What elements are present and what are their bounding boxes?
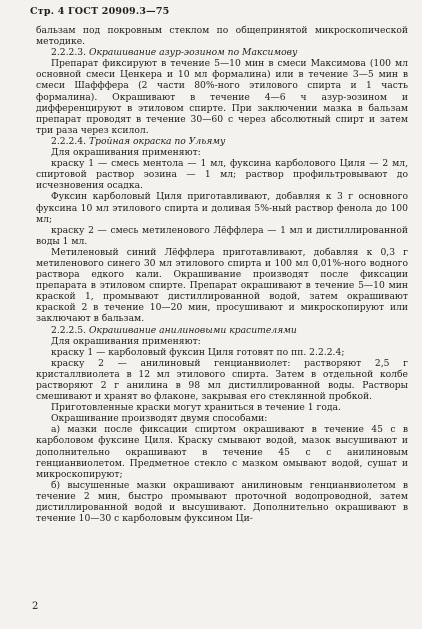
paragraph: краску 2 — анилиновый генцианвиолет: растворяют 2,5 г кристаллвиолета в 12 мл этилового спирта. Затем в отдельной колбе растворяют 2 г анилина в 98 мл дистиллированной воды. Растворы смешивают и хранят во флаконе, закрывая его стеклянной пробкой. — [36, 357, 408, 403]
section-heading: 2.2.2.5. Окрашивание анилиновыми красителями — [51, 324, 297, 336]
paragraph: б) высушенные мазки окрашивают анилиновым генцианвиолетом в течение 2 мин, быстро промывают проточной водопроводной, затем дистиллированной водой и высушивают. Дополнительно окрашивают в течение 10—30 с карболовым фуксином Ци- — [36, 479, 408, 525]
page-header: Стр. 4 ГОСТ 20909.3—75 — [30, 6, 170, 17]
paragraph: бальзам под покровным стеклом по общепринятой микроскопической методике. — [36, 25, 408, 48]
paragraph: Для окрашивания применяют: — [51, 335, 201, 347]
paragraph: а) мазки после фиксации спиртом окрашивают в течение 45 с в карболовом фуксине Циля. Краску смывают водой, мазок высушивают и дополнительно окрашивают в течение 45 с с анилиновым генцианвиолетом. Предметное стекло с мазком омывают водой, сушат и микроскопируют; — [36, 424, 408, 480]
paragraph: Окрашивание производят двумя способами: — [51, 413, 268, 425]
paragraph: краску 1 — смесь ментола — 1 мл, фуксина карболового Циля — 2 мл, спиртовой раствор эозина — 1 мл; раствор профильтровывают до исчезновения осадка. — [36, 158, 408, 192]
paragraph: Приготовленные краски могут храниться в течение 1 года. — [51, 402, 341, 414]
section-heading: 2.2.2.3. Окрашивание азур-эозином по Максимову — [51, 47, 298, 59]
page-number: 2 — [32, 601, 39, 612]
body-text — [36, 25, 408, 524]
paragraph: Метиленовый синий Лёффлера приготавливают, добавляя к 0,3 г метиленового синего 30 мл этилового спирта и 100 мл 0,01%-ного водного раствора едкого кали. Окрашивание производят после фиксации препарата в этиловом спирте. Препарат окрашивают в течение 5—10 мин краской 1, промывают дистиллированной водой, затем окрашивают краской 2 в течение 10—20 мин, просушивают и микроскопируют или заключают в бальзам. — [36, 246, 408, 325]
paragraph: Для окрашивания применяют: — [51, 147, 201, 159]
section-heading: 2.2.2.4. Тройная окраска по Ульяму — [51, 135, 226, 147]
paragraph: краску 2 — смесь метиленового Лёффлера — 1 мл и дистиллированной воды 1 мл. — [36, 224, 408, 247]
paragraph: Препарат фиксируют в течение 5—10 мин в смеси Максимова (100 мл основной смеси Ценкера и 10 мл формалина) или в течение 3—5 мин в смеси Шафффера (2 части 80%-ного этилового спирта и 1 часть формалина). Окрашивают в течение 4—6 ч азур-эозином и дифференцируют в этиловом спирте. При заключении мазка в бальзам препарат проводят в течение 30—60 с через абсолютный спирт и затем три раза через ксилол. — [36, 58, 408, 136]
paragraph: краску 1 — карболовый фуксин Циля готовят по пп. 2.2.2.4; — [51, 346, 345, 358]
paragraph: Фуксин карболовый Циля приготавливают, добавляя к 3 г основного фуксина 10 мл этилового спирта и доливая 5%-ный раствор фенола до 100 мл; — [36, 191, 408, 225]
